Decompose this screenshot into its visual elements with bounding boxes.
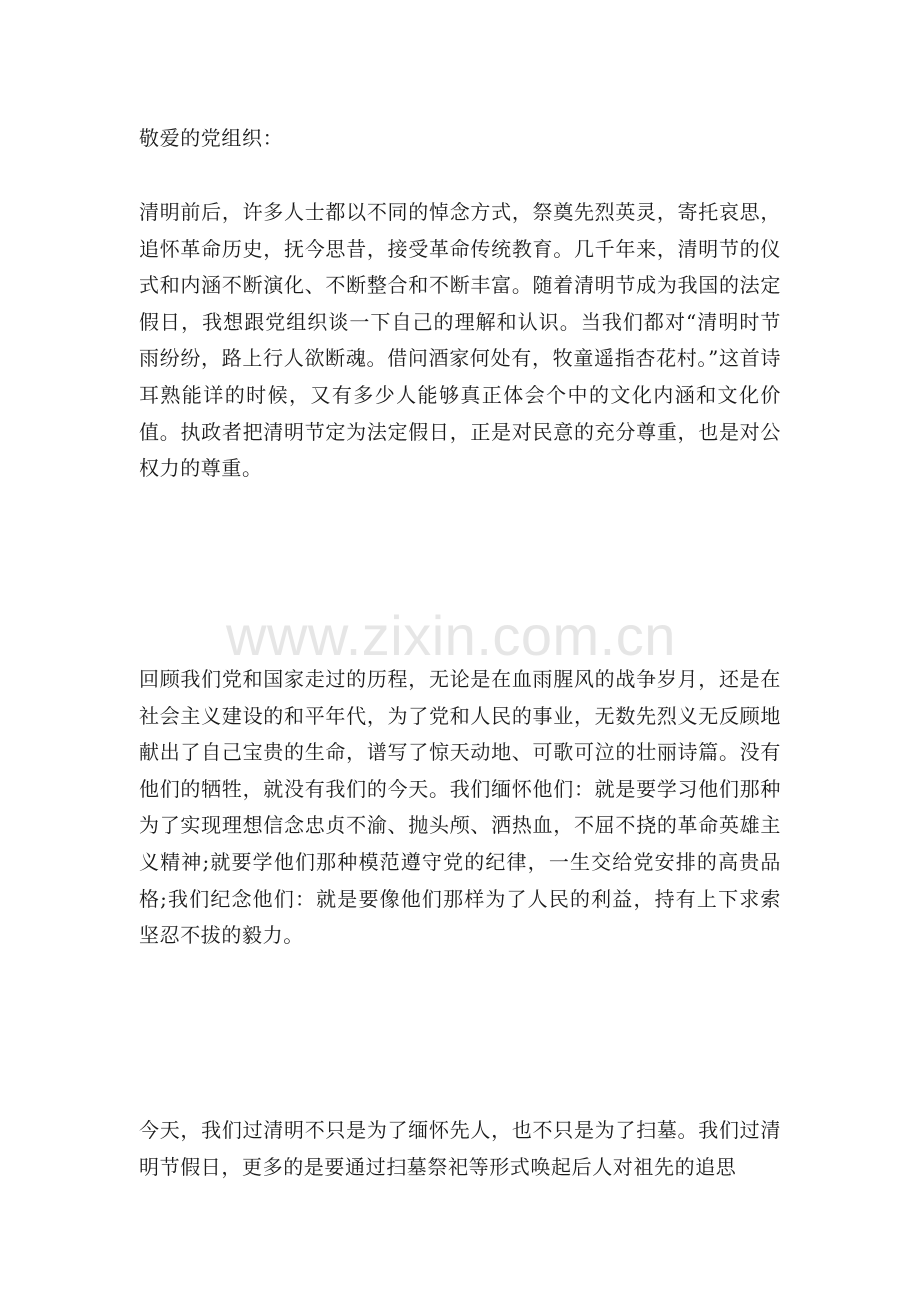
paragraph-3: 今天，我们过清明不只是为了缅怀先人，也不只是为了扫墓。我们过清明节假日，更多的是要通过扫墓祭祀等形式唤起后人对祖先的追思: [139, 1118, 781, 1179]
paragraph-1: 清明前后，许多人士都以不同的悼念方式，祭奠先烈英灵，寄托哀思，追怀革命历史，抚今思昔，接受革命传统教育。几千年来，清明节的仪式和内涵不断演化、不断整合和不断丰富。随着清明节成为我国的法定假日，我想跟党组织谈一下自己的理解和认识。当我们都对“清明时节雨纷纷，路上行人欲断魂。借问酒家何处有，牧童遥指杏花村。”这首诗耳熟能详的时候，又有多少人能够真正体会个中的文化内涵和文化价值。执政者把清明节定为法定假日，正是对民意的充分尊重，也是对公权力的尊重。: [139, 200, 781, 481]
salutation: 敬爱的党组织：: [139, 126, 284, 150]
paragraph-2: 回顾我们党和国家走过的历程，无论是在血雨腥风的战争岁月，还是在社会主义建设的和平年代，为了党和人民的事业，无数先烈义无反顾地献出了自己宝贵的生命，谱写了惊天动地、可歌可泣的壮丽诗篇。没有他们的牺牲，就没有我们的今天。我们缅怀他们：就是要学习他们那种为了实现理想信念忠贞不渝、抛头颅、洒热血，不屈不挠的革命英雄主义精神;就要学他们那种模范遵守党的纪律，一生交给党安排的高贵品格;我们纪念他们：就是要像他们那样为了人民的利益，持有上下求索坚忍不拔的毅力。: [139, 667, 781, 948]
watermark: www.zixin.com.cn: [226, 604, 676, 667]
